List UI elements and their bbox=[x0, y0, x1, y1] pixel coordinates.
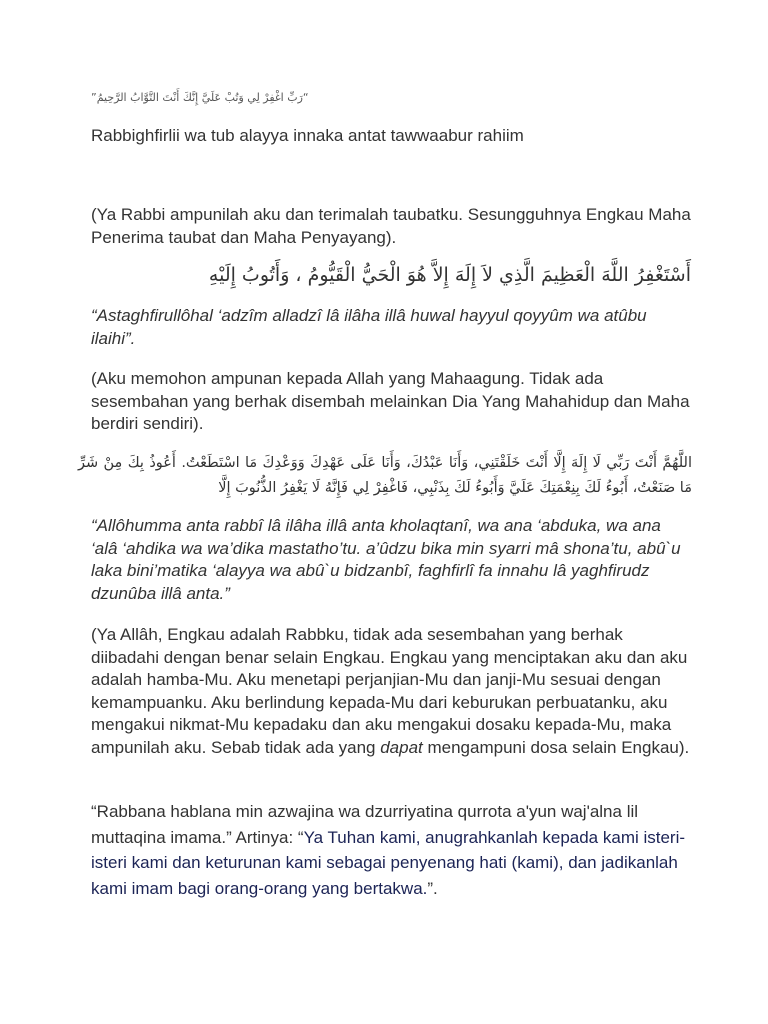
doa2-meaning: (Aku memohon ampunan kepada Allah yang Mahaagung. Tidak ada sesembahan yang berhak disembah melainkan Dia Yang Mahahidup dan Maha berdiri sendiri). bbox=[91, 369, 690, 433]
doa3-meaning-text: (Ya Allâh, Engkau adalah Rabbku, tidak ada sesembahan yang berhak diibadahi dengan benar selain Engkau. Engkau yang menciptakan aku dan aku adalah hamba-Mu. Aku menetapi perjanjian-Mu dan janji-Mu sesuai dengan kemampuanku. Aku berlindung kepada-Mu dari keburukan perbuatanku, aku mengakui nikmat-Mu kepadaku dan aku mengakui dosaku kepada-Mu, maka ampunilah aku. Sebab tidak ada yang bbox=[91, 625, 688, 757]
doa4-meaning: Ya Tuhan kami, anugrahkanlah kepada kami isteri-isteri kami dan keturunan kami sebagai penyenang hati (kami), dan jadikanlah kami imam bagi orang-orang yang bertakwa. bbox=[91, 827, 686, 898]
doa3-arabic: اللَّهُمَّ أَنْتَ رَبِّي لَا إِلَهَ إِلَّا أَنْتَ خَلَقْتَنِي، وَأَنَا عَبْدُكَ، وَأَنَا عَلَى عَهْدِكَ وَوَعْدِكَ مَا اسْتَطَعْتُ. أَعُوذُ بِكَ مِنْ شَرِّ مَا صَنَعْتُ، أَبُوءُ لَكَ بِنِعْمَتِكَ عَلَيَّ وَأَبُوءُ لَكَ بِذَنْبِي، فَاغْفِرْ لِي فَإِنَّهُ لَا يَغْفِرُ الذُّنُوبَ إِلَّا bbox=[78, 455, 692, 496]
doa3-meaning-end: mengampuni dosa selain Engkau). bbox=[422, 737, 690, 757]
doa4-paragraph bbox=[91, 799, 691, 901]
doa4-latin: “Rabbana hablana min azwajina wa dzurriyatina qurrota a'yun waj'alna lil muttaqina imama.” Artinya: “ bbox=[91, 802, 639, 847]
doa3-meaning-italic: dapat bbox=[380, 737, 423, 757]
doa1-meaning: (Ya Rabbi ampunilah aku dan terimalah taubatku. Sesungguhnya Engkau Maha Penerima taubat dan Maha Penyayang). bbox=[91, 205, 691, 247]
doa4-closing: ”. bbox=[427, 878, 438, 898]
doa1-latin: Rabbighfirlii wa tub alayya innaka antat tawwaabur rahiim bbox=[91, 126, 524, 145]
doa2-latin: “Astaghfirullôhal ‘adzîm alladzî lâ ilâha illâ huwal hayyul qoyyûm wa atûbu ilaihi”. bbox=[91, 306, 647, 348]
doa3-meaning bbox=[91, 624, 691, 759]
doa3-latin: “Allôhumma anta rabbî lâ ilâha illâ anta kholaqtanî, wa ana ‘abduka, wa ana ‘alâ ‘ahdika wa wa’dika mastatho’tu. a’ûdzu bika min syarri mâ shona’tu, abû`u laka bini’matika ‘alayya wa abû`u bidzanbî, faghfirlî fa innahu lâ yaghfirudz dzunûba illâ anta.” bbox=[91, 516, 681, 603]
doa2-arabic: أَسْتَغْفِرُ اللَّهَ الْعَظِيمَ الَّذِي لاَ إِلَهَ إِلاَّ هُوَ الْحَيُّ الْقَيُّومُ ، وَأَتُوبُ إِلَيْهِ bbox=[208, 264, 691, 286]
doa1-arabic: “رَبِّ اغْفِرْ لِي وَتُبْ عَلَيَّ إِنَّكَ أَنْتَ التَّوَّابُ الرَّحِيمُ” bbox=[91, 91, 309, 104]
